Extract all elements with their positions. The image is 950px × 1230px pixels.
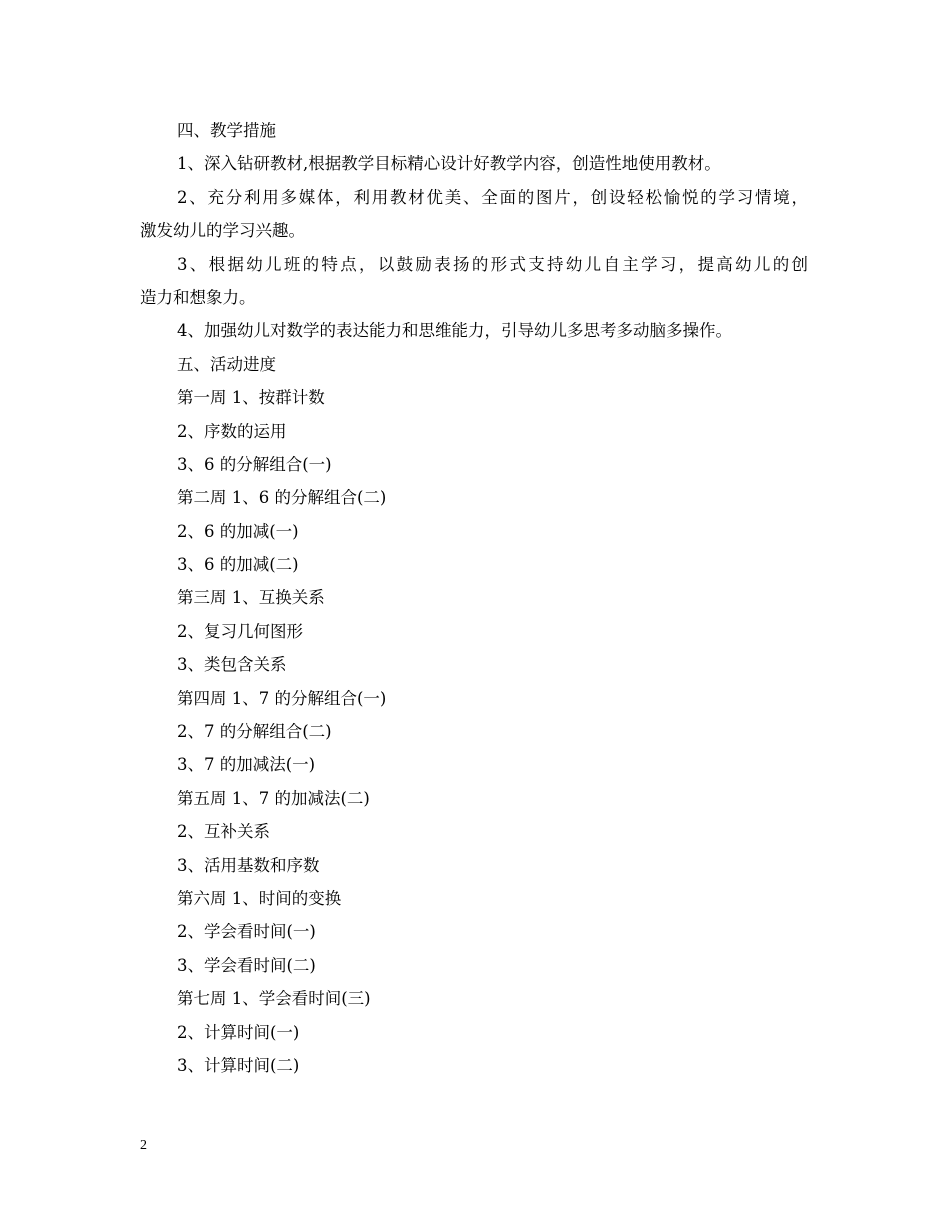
- schedule-item: 2、复习几何图形: [177, 621, 303, 641]
- schedule-item: 2、学会看时间(一): [177, 922, 316, 942]
- schedule-item: 第六周 1、时间的变换: [177, 888, 342, 908]
- schedule-item: 第七周 1、学会看时间(三): [177, 989, 371, 1009]
- schedule-list: [140, 381, 808, 1082]
- schedule-item: 3、计算时间(二): [177, 1055, 300, 1075]
- schedule-item: 第四周 1、7 的分解组合(一): [177, 688, 387, 708]
- document-body: [140, 114, 808, 1082]
- schedule-item: 第三周 1、互换关系: [177, 588, 325, 608]
- schedule-item: 2、6 的加减(一): [177, 521, 299, 541]
- section-heading-activity-schedule: 五、活动进度: [177, 354, 276, 374]
- schedule-item: 3、7 的加减法(一): [177, 755, 316, 775]
- schedule-item: 2、计算时间(一): [177, 1022, 300, 1042]
- paragraph-measure-3-line-1: 3、根据幼儿班的特点，以鼓励表扬的形式支持幼儿自主学习，提高幼儿的创: [177, 254, 808, 274]
- paragraph-measure-1: 1、深入钻研教材,根据教学目标精心设计好教学内容，创造性地使用教材。: [177, 154, 721, 174]
- paragraph-measure-4: 4、加强幼儿对数学的表达能力和思维能力，引导幼儿多思考多动脑多操作。: [177, 321, 732, 341]
- paragraph-measure-2-line-2: 激发幼儿的学习兴趣。: [140, 221, 305, 241]
- schedule-item: 3、类包含关系: [177, 655, 287, 675]
- paragraph-measure-2-line-1: 2、充分利用多媒体，利用教材优美、全面的图片，创设轻松愉悦的学习情境，: [177, 187, 808, 207]
- schedule-item: 2、7 的分解组合(二): [177, 722, 332, 742]
- schedule-item: 3、活用基数和序数: [177, 855, 320, 875]
- schedule-item: 第二周 1、6 的分解组合(二): [177, 488, 387, 508]
- schedule-item: 3、6 的加减(二): [177, 555, 299, 575]
- schedule-item: 2、序数的运用: [177, 421, 287, 441]
- schedule-item: 3、6 的分解组合(一): [177, 454, 332, 474]
- schedule-item: 第一周 1、按群计数: [177, 388, 325, 408]
- schedule-item: 2、互补关系: [177, 822, 270, 842]
- schedule-item: 第五周 1、7 的加减法(二): [177, 788, 370, 808]
- section-heading-teaching-measures: 四、教学措施: [177, 121, 276, 140]
- paragraph-measure-3-line-2: 造力和想象力。: [140, 287, 256, 307]
- page-number: 2: [140, 1138, 147, 1153]
- schedule-item: 3、学会看时间(二): [177, 955, 316, 975]
